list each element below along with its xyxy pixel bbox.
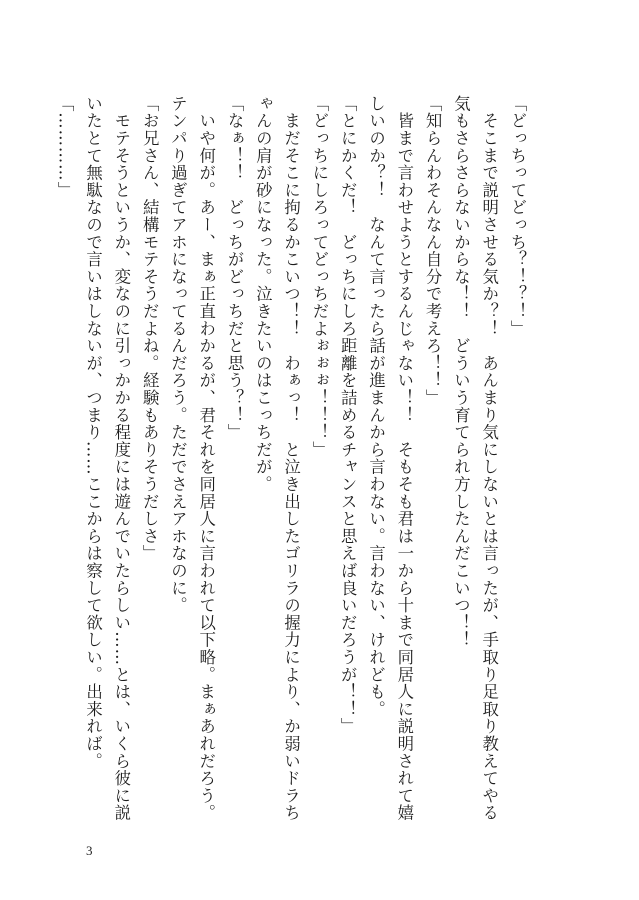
vertical-text-body [50, 95, 531, 822]
text-line: まだそこに拘るかこいつ！！ わぁっ！ と泣き出したゴリラの握力により、か弱いドラち [281, 95, 301, 822]
text-line: 「…………」 [55, 95, 75, 199]
text-line: テンパり過ぎてアホになってるんだろう。ただでさえアホなのに。 [168, 95, 188, 614]
text-line: モテそうというか、変なのに引っかかる程度には遊んでいたらしい……とは、いくら彼に説 [111, 95, 131, 822]
text-line: いや何が。あー、まぁ正直わかるが、君それを同居人に言われて以下略。まぁあれだろう。 [196, 95, 216, 822]
text-line: 「なぁ！！ どっちがどっちだと思う？！」 [225, 95, 245, 441]
text-line: 「とにかくだ！ どっちにしろ距離を詰めるチャンスと思えば良いだろうが！！」 [338, 95, 358, 736]
page-number: 3 [86, 843, 93, 858]
text-line: 「お兄さん、結構モテそうだよね。経験もありそうだしさ」 [140, 95, 160, 563]
text-line: そこまで説明させる気か？！ あんまり気にしないとは言ったが、手取り足取り教えてやる [479, 95, 499, 822]
text-line: いたとて無駄なので言いはしないが、つまり……ここからは察して欲しい。出来れば。 [83, 95, 103, 770]
text-line: 皆まで言わせようとするんじゃない！！ そもそも君は一から十まで同居人に説明されて嬉 [394, 95, 414, 822]
text-line: 「どっちにしろってどっちだよぉぉぉ！！！」 [309, 95, 329, 459]
text-line: 気もさらさらないからな！！ どういう育てられ方したんだこいつ！！ [451, 95, 471, 649]
text-line: しいのか？！ なんて言ったら話が進まんから言わない。言わない、けれども。 [366, 95, 386, 718]
text-line: 「知らんわそんなん自分で考えろ！！」 [423, 95, 443, 407]
text-line: ゃんの肩が砂になった。泣きたいのはこっちだが。 [253, 95, 273, 493]
text-line: 「どっちってどっち？！？！」 [508, 95, 527, 338]
